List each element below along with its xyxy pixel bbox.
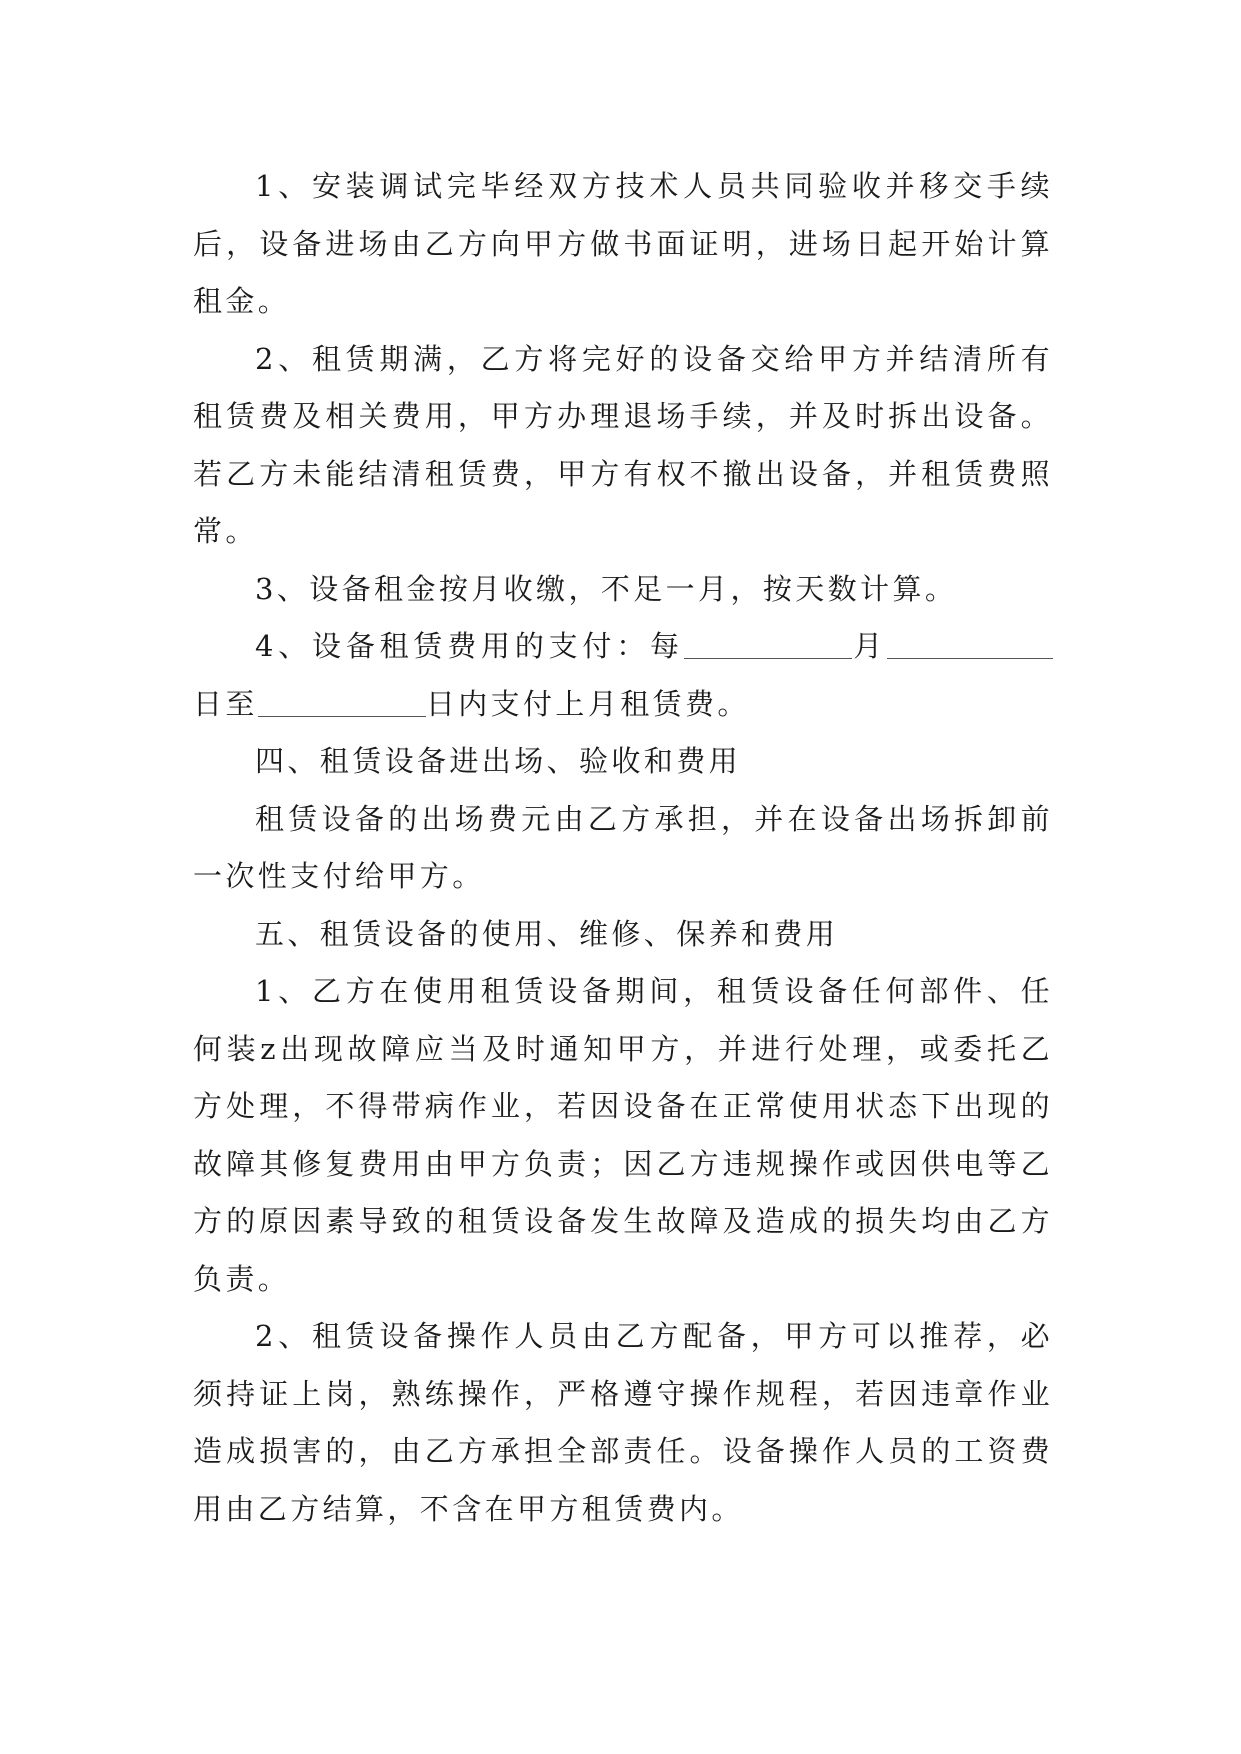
paragraph-clause-5-2: 2、租赁设备操作人员由乙方配备，甲方可以推荐，必须持证上岗，熟练操作，严格遵守操作规程，若因违章作业造成损害的，由乙方承担全部责任。设备操作人员的工资费用由乙方结算，不含在甲方租赁费内。 xyxy=(193,1319,1053,1526)
document-body xyxy=(193,158,1053,1538)
payment-text-end: 日内支付上月租赁费。 xyxy=(425,686,750,721)
paragraph-clause-5-1: 1、乙方在使用租赁设备期间，租赁设备任何部件、任何装z出现故障应当及时通知甲方，并进行处理，或委托乙方处理，不得带病作业，若因设备在正常使用状态下出现的故障其修复费用由甲方负责；因乙方违规操作或因供电等乙方的原因素导致的租赁设备发生故障及造成的损失均由乙方负责。 xyxy=(193,974,1053,1296)
section-heading-5: 五、租赁设备的使用、维修、保养和费用 xyxy=(255,916,839,951)
paragraph-clause-3-1: 1、安装调试完毕经双方技术人员共同验收并移交手续后，设备进场由乙方向甲方做书面证明，进场日起开始计算租金。 xyxy=(193,169,1053,318)
paragraph-clause-3-3: 3、设备租金按月收缴，不足一月，按天数计算。 xyxy=(255,571,958,606)
blank-month-field xyxy=(684,629,852,659)
blank-day-to-field xyxy=(258,687,426,717)
section-heading-4: 四、租赁设备进出场、验收和费用 xyxy=(255,744,742,778)
payment-text-start: 4、设备租赁费用的支付：每 xyxy=(255,629,684,663)
payment-text-month: 月 xyxy=(851,629,888,663)
paragraph-clause-3-4 xyxy=(193,618,1053,733)
paragraph-clause-3-2: 2、租赁期满，乙方将完好的设备交给甲方并结清所有租赁费及相关费用，甲方办理退场手续，并及时拆出设备。若乙方未能结清租赁费，甲方有权不撤出设备，并租赁费照常。 xyxy=(193,341,1053,548)
paragraph-section-4: 租赁设备的出场费元由乙方承担，并在设备出场拆卸前一次性支付给甲方。 xyxy=(193,801,1053,893)
blank-day-from-field xyxy=(887,629,1053,659)
payment-text-day-to: 日至 xyxy=(193,686,258,721)
